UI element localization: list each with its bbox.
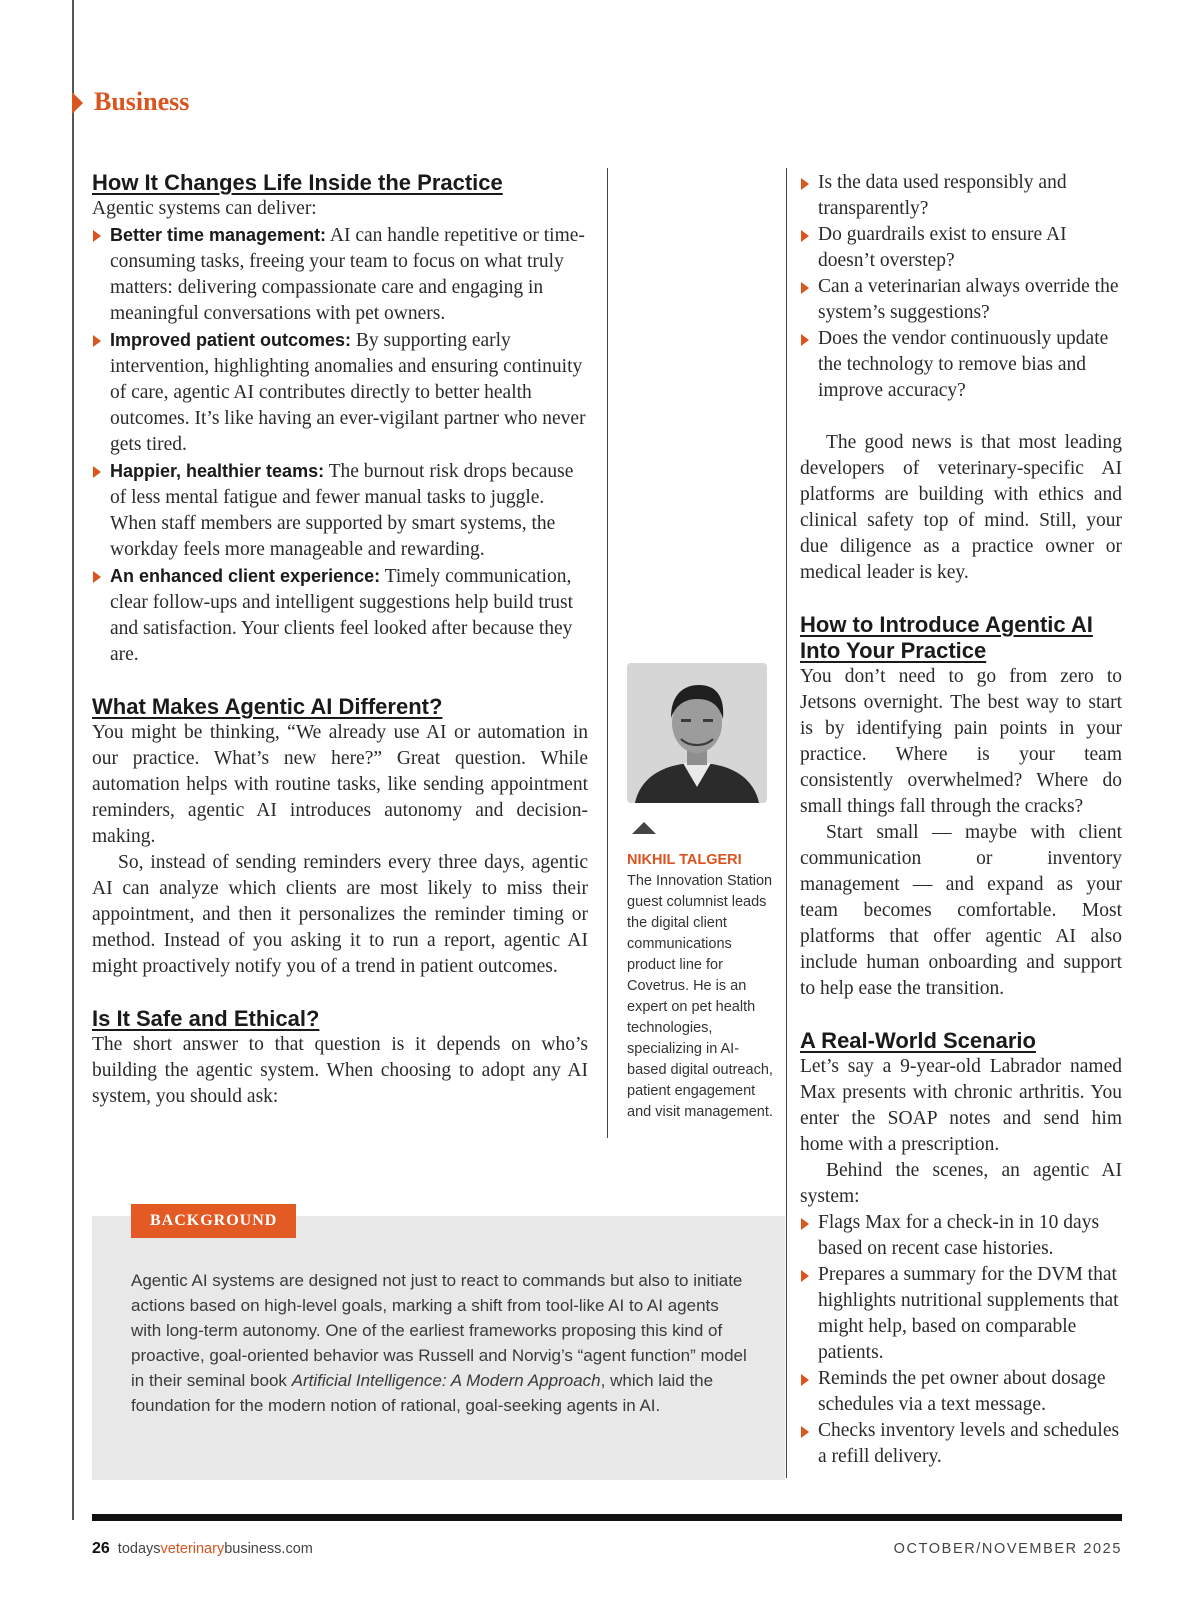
author-caption [627,850,775,1123]
bullet-text: Timely communication, clear follow-ups and intelligent suggestions help build trust and satisfaction. Your clients feel looked after because they are. [110,566,574,665]
heading-practice-life: How It Changes Life Inside the Practice [92,170,503,195]
margin-rule [72,0,74,1520]
background-text-b: , which laid the foundation for the modern notion of rational, goal-seeking agents in AI. [131,1371,714,1415]
page-number: 26 [92,1540,110,1557]
issue-date: OCTOBER/NOVEMBER 2025 [893,1541,1122,1557]
background-tag: BACKGROUND [131,1204,296,1238]
paragraph: So, instead of sending reminders every three days, agentic AI can analyze which clients are most likely to miss their appointment, and then it personalizes the reminder timing or method. Instead of you asking it to run a report, agentic AI might proactively notify you of a trend in patient outcomes. [92,852,588,977]
paragraph: Let’s say a 9-year-old Labrador named Max presents with chronic arthritis. You enter the SOAP notes and send him home with a prescription. [800,1056,1122,1155]
bullet-lead: Improved patient outcomes: [110,330,352,350]
bullet-lead: Happier, healthier teams: [110,461,325,481]
background-text-a: Agentic AI systems are designed not just to react to commands but also to initiate actions based on high-level goals, marking a shift from tool-like AI to AI agents with long-term autonomy. One of the earliest frameworks proposing this kind of proactive, goal-oriented behavior was Russell and Norvig’s “agent function” model in their seminal book [131,1271,747,1390]
question-bullet: Do guardrails exist to ensure AI doesn’t overstep? [800,222,1122,274]
question-bullet: Does the vendor continuously update the technology to remove bias and improve accuracy? [800,326,1122,404]
scenario-step: Reminds the pet owner about dosage schedules via a text message. [800,1366,1122,1418]
heading-safe-ethical: Is It Safe and Ethical? [92,1006,320,1031]
book-title: Artificial Intelligence: A Modern Approach [291,1371,601,1390]
author-photo [627,663,767,803]
paragraph: You don’t need to go from zero to Jetsons overnight. The best way to start is by identifying pain points in your practice. Where is your team consistently overwhelmed? Where do small things fall through the cracks? [800,666,1122,817]
paragraph: Behind the scenes, an agentic AI system: [800,1160,1122,1207]
author-name: NIKHIL TALGERI [627,852,742,868]
bullet-text: By supporting early intervention, highlighting anomalies and ensuring continuity of care, agentic AI contributes directly to better health outcomes. It’s like having an ever-vigilant partner who never gets tired. [110,330,586,455]
paragraph: The good news is that most leading developers of veterinary-specific AI platforms are building with ethics and clinical safety top of mind. Still, your due diligence as a practice owner or medical leader is key. [800,432,1122,583]
site-accent: veterinary [160,1541,225,1557]
paragraph: You might be thinking, “We already use AI or automation in our practice. What’s new here?” Great question. While automation helps with routine tasks, like sending appointment reminders, agentic AI introduces autonomy and decision-making. [92,722,588,847]
footer-site [92,1540,313,1558]
scenario-step: Prepares a summary for the DVM that highlights nutritional supplements that might help, based on comparable patients. [800,1262,1122,1366]
site-prefix: todays [117,1541,161,1557]
paragraph: Start small — maybe with client communication or inventory management — and expand as your team becomes comfortable. Most platforms that offer agentic AI also include human onboarding and support to help ease the transition. [800,822,1122,999]
question-bullet: Can a veterinarian always override the system’s suggestions? [800,274,1122,326]
author-bio: The Innovation Station guest columnist leads the digital client communications product line for Covetrus. He is an expert on pet health technologies, specializing in AI-based digital outreach, patient engagement and visit management. [627,873,773,1120]
intro-text: Agentic systems can deliver: [92,198,317,219]
bullet-lead: An enhanced client experience: [110,566,381,586]
benefit-bullet [92,458,588,563]
site-suffix: business.com [224,1541,313,1557]
heading-different: What Makes Agentic AI Different? [92,694,443,719]
question-bullet: Is the data used responsibly and transparently? [800,170,1122,222]
column-right [800,170,1122,1470]
footer-rule [92,1514,1122,1521]
column-left [92,170,588,1110]
section-flag-icon [72,92,83,114]
benefit-bullet [92,563,588,668]
section-label: Business [94,87,190,116]
bullet-lead: Better time management: [110,225,327,245]
heading-introduce: How to Introduce Agentic AI Into Your Practice [800,612,1093,663]
benefit-bullet [92,222,588,327]
bullet-text: The burnout risk drops because of less mental fatigue and fewer manual tasks to juggle. When staff members are supported by smart systems, the workday feels more manageable and rewarding. [110,461,574,560]
caption-arrow-icon [632,822,656,834]
scenario-step: Checks inventory levels and schedules a refill delivery. [800,1418,1122,1470]
column-divider [786,168,787,1478]
column-divider [607,168,608,1138]
background-text [131,1268,751,1418]
scenario-step: Flags Max for a check-in in 10 days based on recent case histories. [800,1210,1122,1262]
benefit-bullet [92,327,588,458]
heading-scenario: A Real-World Scenario [800,1028,1036,1053]
bullet-text: AI can handle repetitive or time-consuming tasks, freeing your team to focus on what truly matters: delivering compassionate care and engaging in meaningful conversations with pet owners. [110,225,585,324]
paragraph: The short answer to that question is it depends on who’s building the agentic system. When choosing to adopt any AI system, you should ask: [92,1034,588,1107]
